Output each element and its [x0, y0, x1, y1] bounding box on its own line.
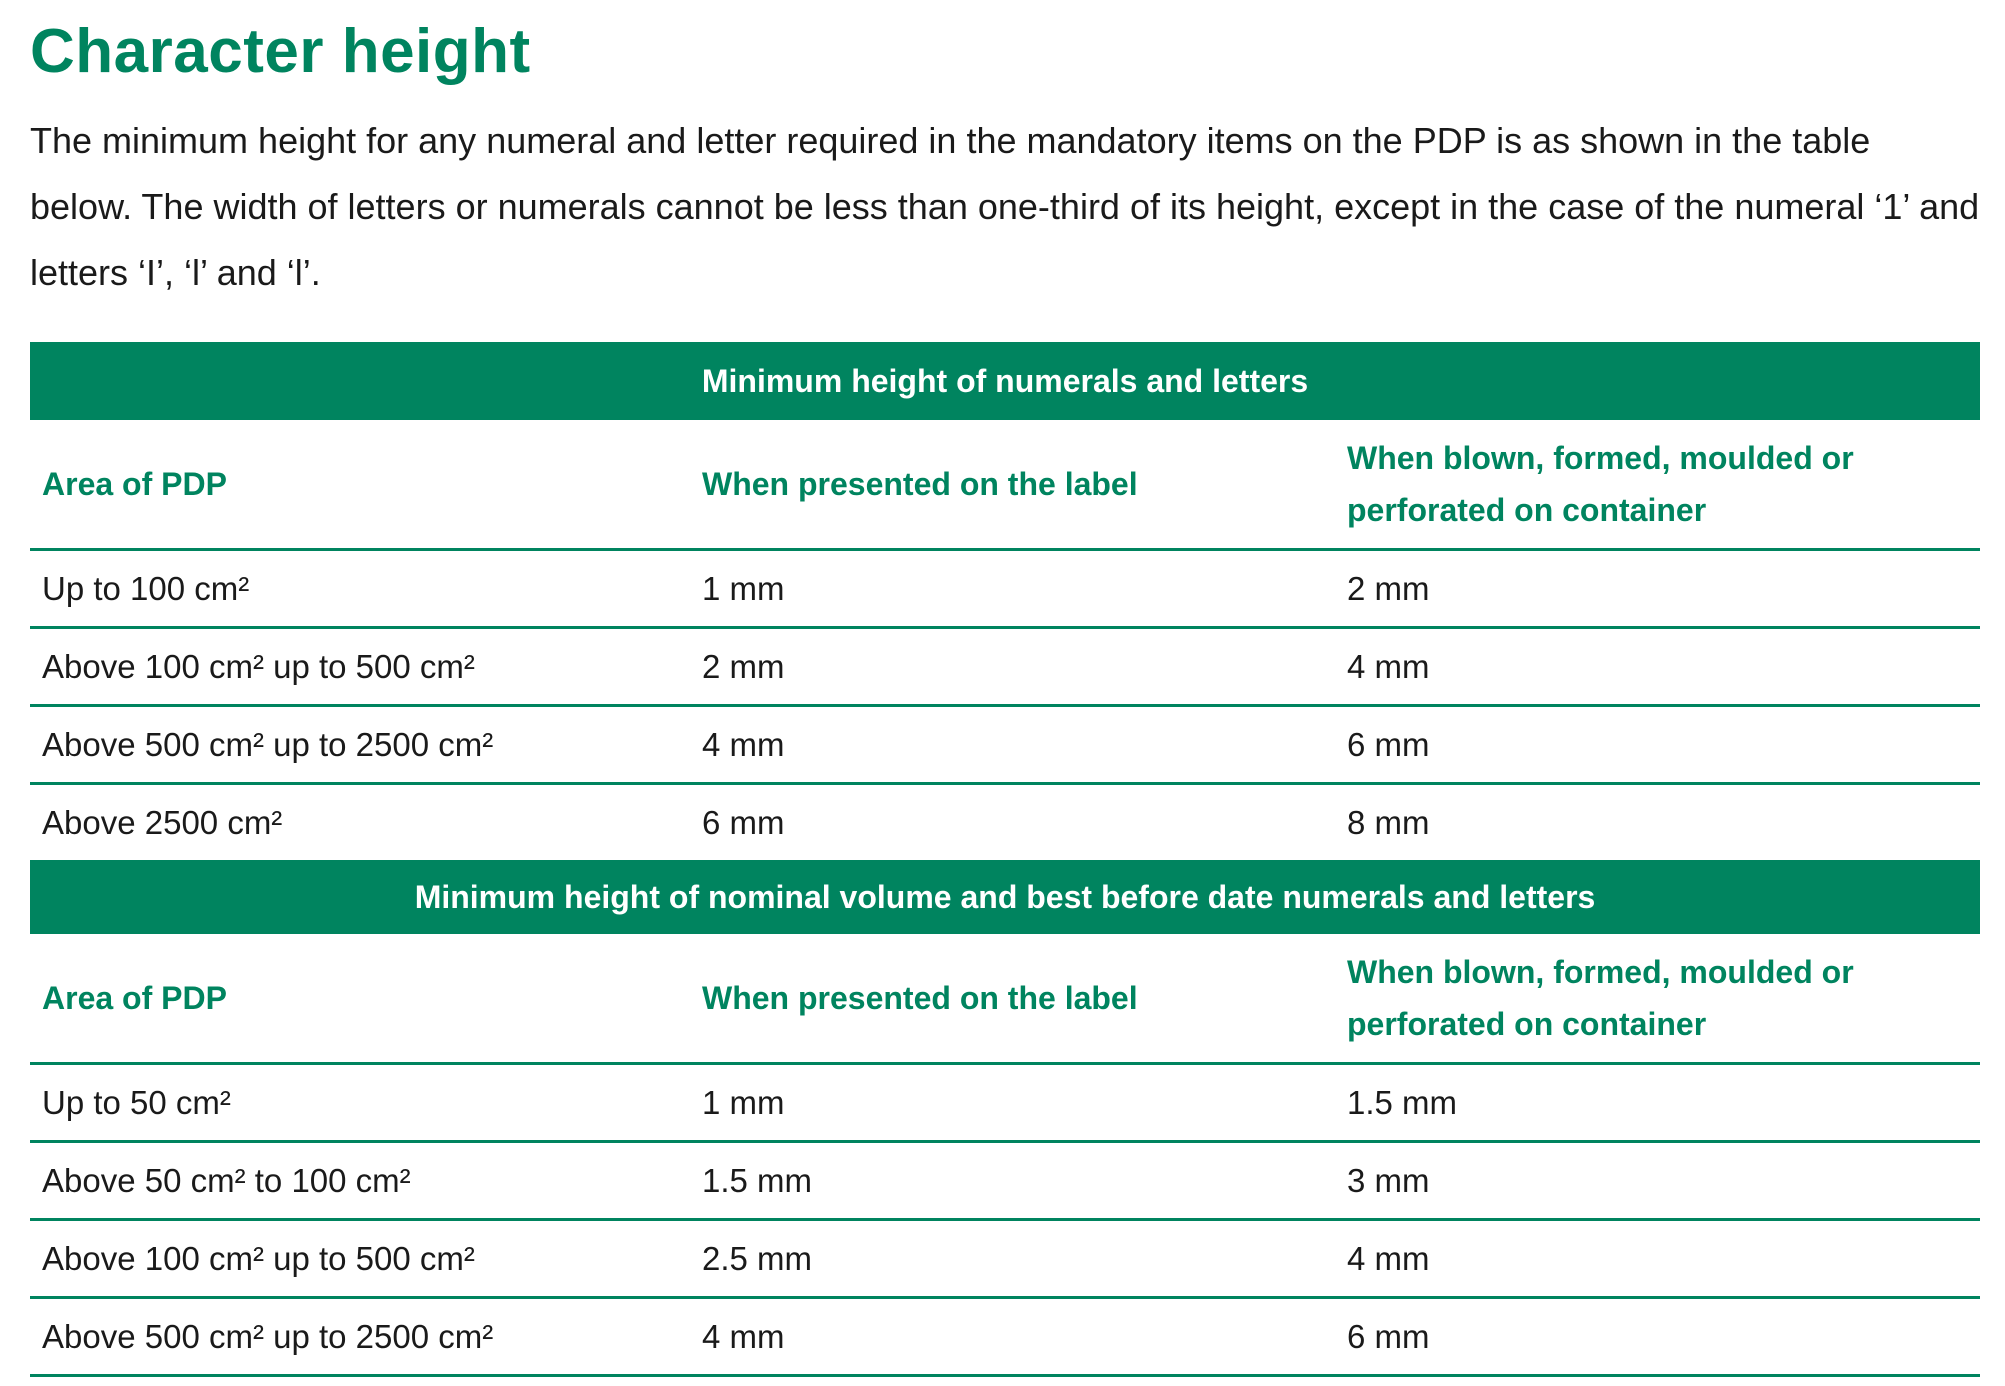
area-cell: Above 500 cm² up to 2500 cm²: [30, 706, 690, 784]
area-cell: Above 2500 cm²: [42, 803, 283, 841]
column-header-label: When presented on the label: [690, 934, 1335, 1064]
label-height-cell: 4 mm: [690, 1298, 1335, 1376]
column-header-row: [30, 934, 1980, 1064]
table-row: [30, 1142, 1980, 1220]
label-height-cell: 1.5 mm: [690, 1142, 1335, 1220]
section-heading: Minimum height of numerals and letters: [30, 342, 1980, 420]
label-height-cell: 6 mm: [702, 803, 785, 841]
container-height-cell: 4 mm: [1335, 1220, 1980, 1298]
area-cell: Up to 50 cm²: [30, 1064, 690, 1142]
column-header-container: When blown, formed, moulded or perforated on container: [1335, 420, 1980, 550]
container-height-cell: 1.5 mm: [1335, 1064, 1980, 1142]
table-row: [30, 706, 1980, 784]
table-row: [30, 784, 1980, 861]
container-height-cell: 4 mm: [1335, 628, 1980, 706]
area-cell: Above 500 cm² up to 2500 cm²: [30, 1298, 690, 1376]
table-row: [30, 628, 1980, 706]
column-header-area: Area of PDP: [30, 934, 690, 1064]
container-height-cell: 8 mm: [1347, 803, 1430, 841]
table-row: [30, 1220, 1980, 1298]
label-height-cell: 2 mm: [690, 628, 1335, 706]
page-title: Character height: [30, 17, 531, 86]
area-cell: Up to 100 cm²: [30, 550, 690, 628]
section-heading: Minimum height of nominal volume and best before date numerals and letters: [30, 860, 1980, 934]
character-height-table: [30, 342, 1980, 1377]
container-height-cell: 6 mm: [1335, 706, 1980, 784]
table-row: [30, 1064, 1980, 1142]
area-cell: Above 50 cm² to 100 cm²: [30, 1142, 690, 1220]
container-height-cell: 3 mm: [1335, 1142, 1980, 1220]
container-height-cell: 2 mm: [1335, 550, 1980, 628]
label-height-cell: 2.5 mm: [690, 1220, 1335, 1298]
column-header-label: When presented on the label: [690, 420, 1335, 550]
table-row: [30, 1298, 1980, 1376]
intro-paragraph: The minimum height for any numeral and letter required in the mandatory items on the PDP is as shown in the table below. The width of letters or numerals cannot be less than one-third of its height, except in the case of the numeral ‘1’ and letters ‘I’, ‘l’ and ‘l’.: [30, 120, 1980, 293]
section-heading-row: [30, 342, 1980, 420]
container-height-cell: 6 mm: [1335, 1298, 1980, 1376]
area-cell: Above 100 cm² up to 500 cm²: [30, 628, 690, 706]
label-height-cell: 1 mm: [690, 1064, 1335, 1142]
section-heading-row: [30, 860, 1980, 934]
document-page: [30, 0, 1980, 1355]
label-height-cell: 1 mm: [690, 550, 1335, 628]
area-cell: Above 100 cm² up to 500 cm²: [30, 1220, 690, 1298]
column-header-area: Area of PDP: [30, 420, 690, 550]
table-row: [30, 550, 1980, 628]
label-height-cell: 4 mm: [690, 706, 1335, 784]
column-header-container: When blown, formed, moulded or perforated on container: [1335, 934, 1980, 1064]
column-header-row: [30, 420, 1980, 550]
